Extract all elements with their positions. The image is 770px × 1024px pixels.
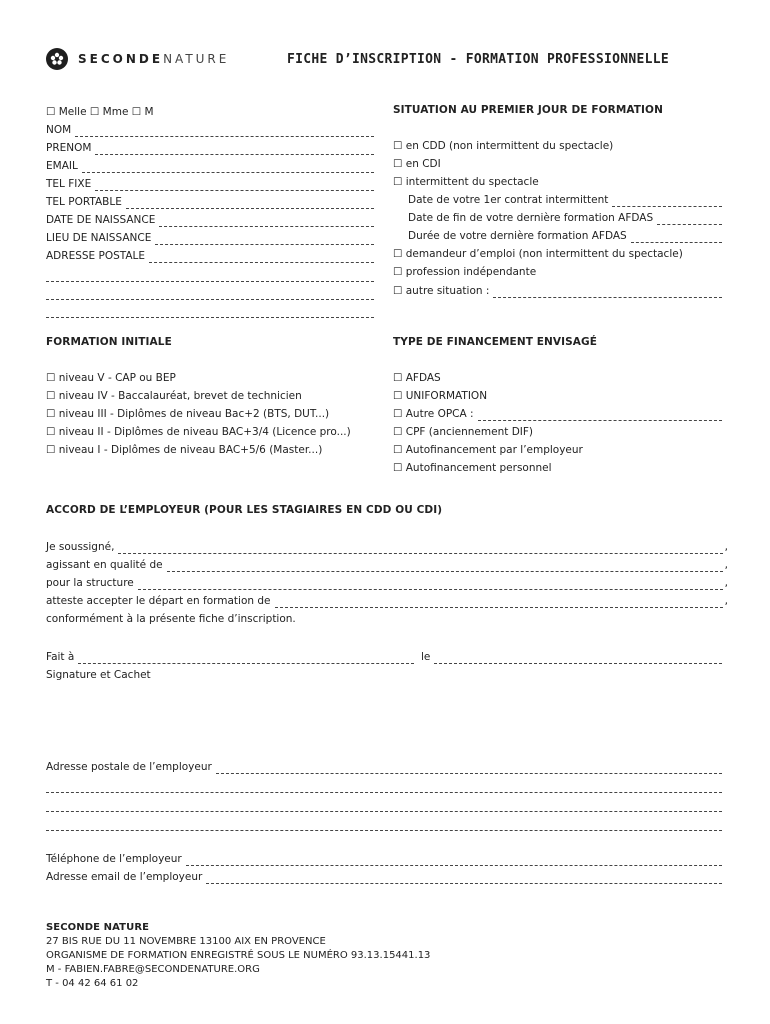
field-label: LIEU DE NAISSANCE bbox=[46, 232, 152, 244]
last-afdas-duration-field[interactable] bbox=[408, 229, 722, 243]
financement-option[interactable]: ☐ AFDAS bbox=[393, 372, 441, 384]
date-field[interactable] bbox=[421, 650, 722, 664]
footer-address: 27 BIS RUE DU 11 NOVEMBRE 13100 AIX EN PROVENCE bbox=[46, 936, 326, 947]
financement-option[interactable]: ☐ Autofinancement personnel bbox=[393, 462, 552, 474]
field-label: Téléphone de l’employeur bbox=[46, 853, 182, 865]
trainee-name-field[interactable] bbox=[46, 594, 728, 608]
situation-option[interactable]: ☐ profession indépendante bbox=[393, 266, 537, 278]
nom-field[interactable] bbox=[46, 123, 374, 137]
undersigned-field[interactable] bbox=[46, 540, 728, 554]
last-afdas-end-field[interactable] bbox=[408, 211, 722, 225]
formation-option[interactable]: ☐ niveau V - CAP ou BEP bbox=[46, 372, 176, 384]
field-label: NOM bbox=[46, 124, 72, 136]
field-label: ☐ Autre OPCA : bbox=[393, 408, 474, 420]
comma: , bbox=[724, 577, 728, 589]
employer-phone-field[interactable] bbox=[46, 852, 722, 866]
employer-address-line[interactable] bbox=[46, 798, 722, 812]
employer-address-line[interactable] bbox=[46, 779, 722, 793]
flower-icon bbox=[46, 48, 68, 70]
tel-fixe-field[interactable] bbox=[46, 177, 374, 191]
field-label: Fait à bbox=[46, 651, 75, 663]
field-label: Je soussigné, bbox=[46, 541, 115, 553]
brand-name-light: NATURE bbox=[163, 52, 230, 66]
field-label: ☐ autre situation : bbox=[393, 285, 490, 297]
email-field[interactable] bbox=[46, 159, 374, 173]
formation-heading: FORMATION INITIALE bbox=[46, 336, 172, 348]
formation-option[interactable]: ☐ niveau III - Diplômes de niveau Bac+2 (BTS, DUT...) bbox=[46, 408, 330, 420]
postal-address-line[interactable] bbox=[46, 304, 374, 318]
footer-registration: ORGANISME DE FORMATION ENREGISTRÉ SOUS LE NUMÉRO 93.13.15441.13 bbox=[46, 950, 431, 961]
other-situation-field[interactable] bbox=[393, 284, 722, 298]
field-label: Adresse email de l’employeur bbox=[46, 871, 203, 883]
field-label: agissant en qualité de bbox=[46, 559, 163, 571]
field-label: EMAIL bbox=[46, 160, 78, 172]
brand-name-bold: SECONDE bbox=[78, 52, 164, 66]
financement-option[interactable]: ☐ UNIFORMATION bbox=[393, 390, 488, 402]
quality-field[interactable] bbox=[46, 558, 728, 572]
situation-heading: SITUATION AU PREMIER JOUR DE FORMATION bbox=[393, 104, 663, 116]
footer-email: M - FABIEN.FABRE@SECONDENATURE.ORG bbox=[46, 964, 260, 975]
footer-phone: T - 04 42 64 61 02 bbox=[46, 978, 139, 989]
tel-portable-field[interactable] bbox=[46, 195, 374, 209]
situation-option[interactable]: ☐ en CDD (non intermittent du spectacle) bbox=[393, 140, 614, 152]
birth-date-field[interactable] bbox=[46, 213, 374, 227]
financement-option[interactable]: ☐ Autofinancement par l’employeur bbox=[393, 444, 583, 456]
postal-address-line[interactable] bbox=[46, 268, 374, 282]
situation-option[interactable]: ☐ intermittent du spectacle bbox=[393, 176, 539, 188]
field-label: Adresse postale de l’employeur bbox=[46, 761, 212, 773]
field-label: ADRESSE POSTALE bbox=[46, 250, 146, 262]
formation-option[interactable]: ☐ niveau IV - Baccalauréat, brevet de technicien bbox=[46, 390, 302, 402]
agreement-heading: ACCORD DE L’EMPLOYEUR (POUR LES STAGIAIRES EN CDD OU CDI) bbox=[46, 504, 443, 516]
financement-option[interactable]: ☐ CPF (anciennement DIF) bbox=[393, 426, 534, 438]
postal-address-field[interactable] bbox=[46, 249, 374, 263]
field-label: Date de fin de votre dernière formation AFDAS bbox=[408, 212, 654, 224]
postal-address-line[interactable] bbox=[46, 286, 374, 300]
field-label: TEL FIXE bbox=[46, 178, 92, 190]
formation-option[interactable]: ☐ niveau I - Diplômes de niveau BAC+5/6 (Master...) bbox=[46, 444, 323, 456]
field-label: DATE DE NAISSANCE bbox=[46, 214, 156, 226]
prenom-field[interactable] bbox=[46, 141, 374, 155]
comma: , bbox=[724, 559, 728, 571]
field-label: PRENOM bbox=[46, 142, 92, 154]
agreement-closing: conformément à la présente fiche d’inscription. bbox=[46, 613, 296, 625]
civility-checkboxes[interactable]: ☐ Melle ☐ Mme ☐ M bbox=[46, 106, 154, 118]
employer-email-field[interactable] bbox=[46, 870, 722, 884]
other-opca-field[interactable] bbox=[393, 407, 722, 421]
footer-org-name: SECONDE NATURE bbox=[46, 922, 150, 933]
comma: , bbox=[724, 595, 728, 607]
field-label: le bbox=[421, 651, 431, 663]
financement-heading: TYPE DE FINANCEMENT ENVISAGÉ bbox=[393, 336, 597, 348]
field-label: atteste accepter le départ en formation de bbox=[46, 595, 271, 607]
employer-address-line[interactable] bbox=[46, 817, 722, 831]
situation-option[interactable]: ☐ demandeur d’emploi (non intermittent du spectacle) bbox=[393, 248, 683, 260]
field-label: Date de votre 1er contrat intermittent bbox=[408, 194, 609, 206]
formation-option[interactable]: ☐ niveau II - Diplômes de niveau BAC+3/4 (Licence pro...) bbox=[46, 426, 351, 438]
birth-place-field[interactable] bbox=[46, 231, 374, 245]
field-label: TEL PORTABLE bbox=[46, 196, 122, 208]
brand-logo bbox=[78, 52, 229, 66]
structure-field[interactable] bbox=[46, 576, 728, 590]
situation-option[interactable]: ☐ en CDI bbox=[393, 158, 441, 170]
comma: , bbox=[724, 541, 728, 553]
field-label: Durée de votre dernière formation AFDAS bbox=[408, 230, 627, 242]
field-label: pour la structure bbox=[46, 577, 134, 589]
signature-label: Signature et Cachet bbox=[46, 669, 151, 681]
first-contract-date-field[interactable] bbox=[408, 193, 722, 207]
page-title: FICHE D’INSCRIPTION - FORMATION PROFESSIONNELLE bbox=[287, 52, 669, 67]
place-field[interactable] bbox=[46, 650, 414, 664]
employer-address-field[interactable] bbox=[46, 760, 722, 774]
